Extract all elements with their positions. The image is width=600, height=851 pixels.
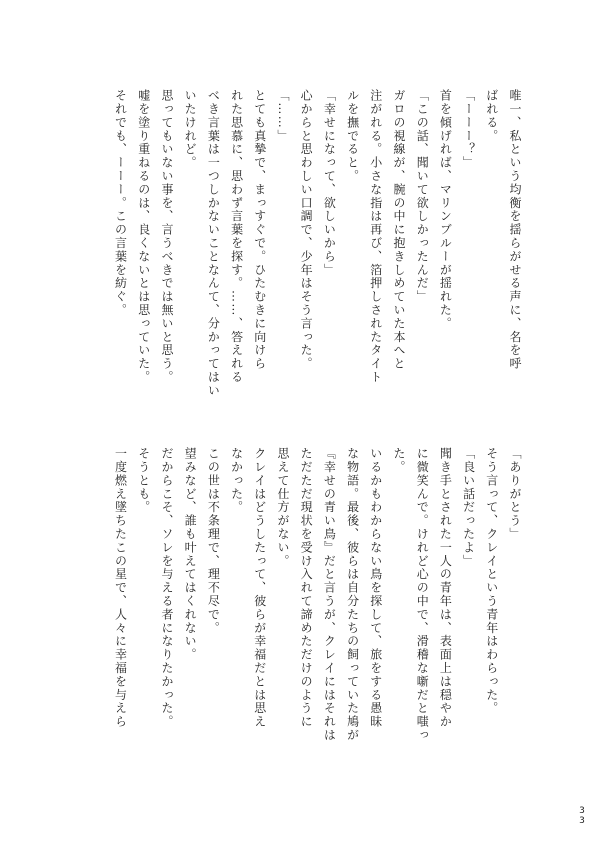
text-line: ただただ現状を受け入れて諦めただけのように [299, 447, 314, 729]
text-line: 聞き手とされた一人の青年は、表面上は穏やか [438, 447, 453, 729]
text-line: 一度燃え墜ちたこの星で、人々に幸福を与えら [113, 447, 128, 729]
text-line: 「良い話だったよ」 [461, 447, 476, 568]
text-line: ばれる。 [484, 89, 499, 143]
text-line: なかった。 [229, 447, 244, 514]
text-line: 唯一、私という均衡を揺らがせる声に、名を呼 [508, 89, 522, 371]
page-number: 33 [577, 806, 587, 826]
text-line: 望みなど、誰も叶えてはくれない。 [183, 447, 198, 662]
text-line: とても真摯で、まっすぐで。ひたむきに向けら [252, 89, 267, 371]
text-line: た。 [391, 447, 406, 474]
text-line: クレイはどうしたって、彼らが幸福だとは思え [252, 447, 267, 729]
text-line: べき言葉は一つしかないことなんて、分かってはい [206, 89, 221, 398]
text-line: に微笑んで。けれど心の中で、滑稽な噺だと嗤っ [415, 447, 430, 742]
text-line: そうとも。 [136, 447, 151, 514]
text-line: 思ってもいない事を、言うべきでは無いと思う。 [159, 89, 174, 384]
lower-text-block [108, 447, 526, 777]
text-line: 「ありがとう」 [508, 447, 522, 541]
text-line: 首を傾げれば、マリンブルーが揺れた。 [438, 89, 453, 331]
text-line: ルを撫でると。 [345, 89, 360, 183]
text-line: 思えて仕方がない。 [275, 447, 290, 568]
text-line: そう言って、クレイという青年はわらった。 [484, 447, 499, 715]
text-line: な物語。最後、彼らは自分たちの飼っていた鳩が [345, 447, 360, 742]
text-line: 「……」 [275, 89, 290, 143]
text-line: いたけれど。 [183, 89, 198, 170]
text-line: 心からと思わしい口調で、少年はそう言った。 [299, 89, 314, 371]
text-line: 注がれる。小さな指は再び、箔押しされたタイト [368, 89, 383, 384]
text-line: 嘘を塗り重ねるのは、良くないとは思っていた。 [136, 89, 151, 384]
upper-text-block [108, 89, 526, 431]
text-line: 『幸せの青い鳥』だと言うが、クレイにはそれは [322, 447, 337, 742]
text-line: れた思慕に、思わず言葉を探す。……、答えれる [229, 89, 244, 384]
text-line: いるかもわからない鳥を探して、旅をする愚昧 [368, 447, 383, 729]
text-line: この世は不条理で、理不尽で。 [206, 447, 221, 635]
text-line: だからこそ、ソレを与える者になりたかった。 [159, 447, 174, 729]
text-line: 「この話、聞いて欲しかったんだ」 [415, 89, 430, 304]
text-line: 「ーーー？」 [461, 89, 476, 170]
text-line: それでも、ーーー。この言葉を紡ぐ。 [113, 89, 128, 317]
text-line: 「幸せになって、欲しいから」 [322, 89, 337, 277]
text-line: ガロの視線が、腕の中に抱きしめていた本へと [391, 89, 406, 371]
